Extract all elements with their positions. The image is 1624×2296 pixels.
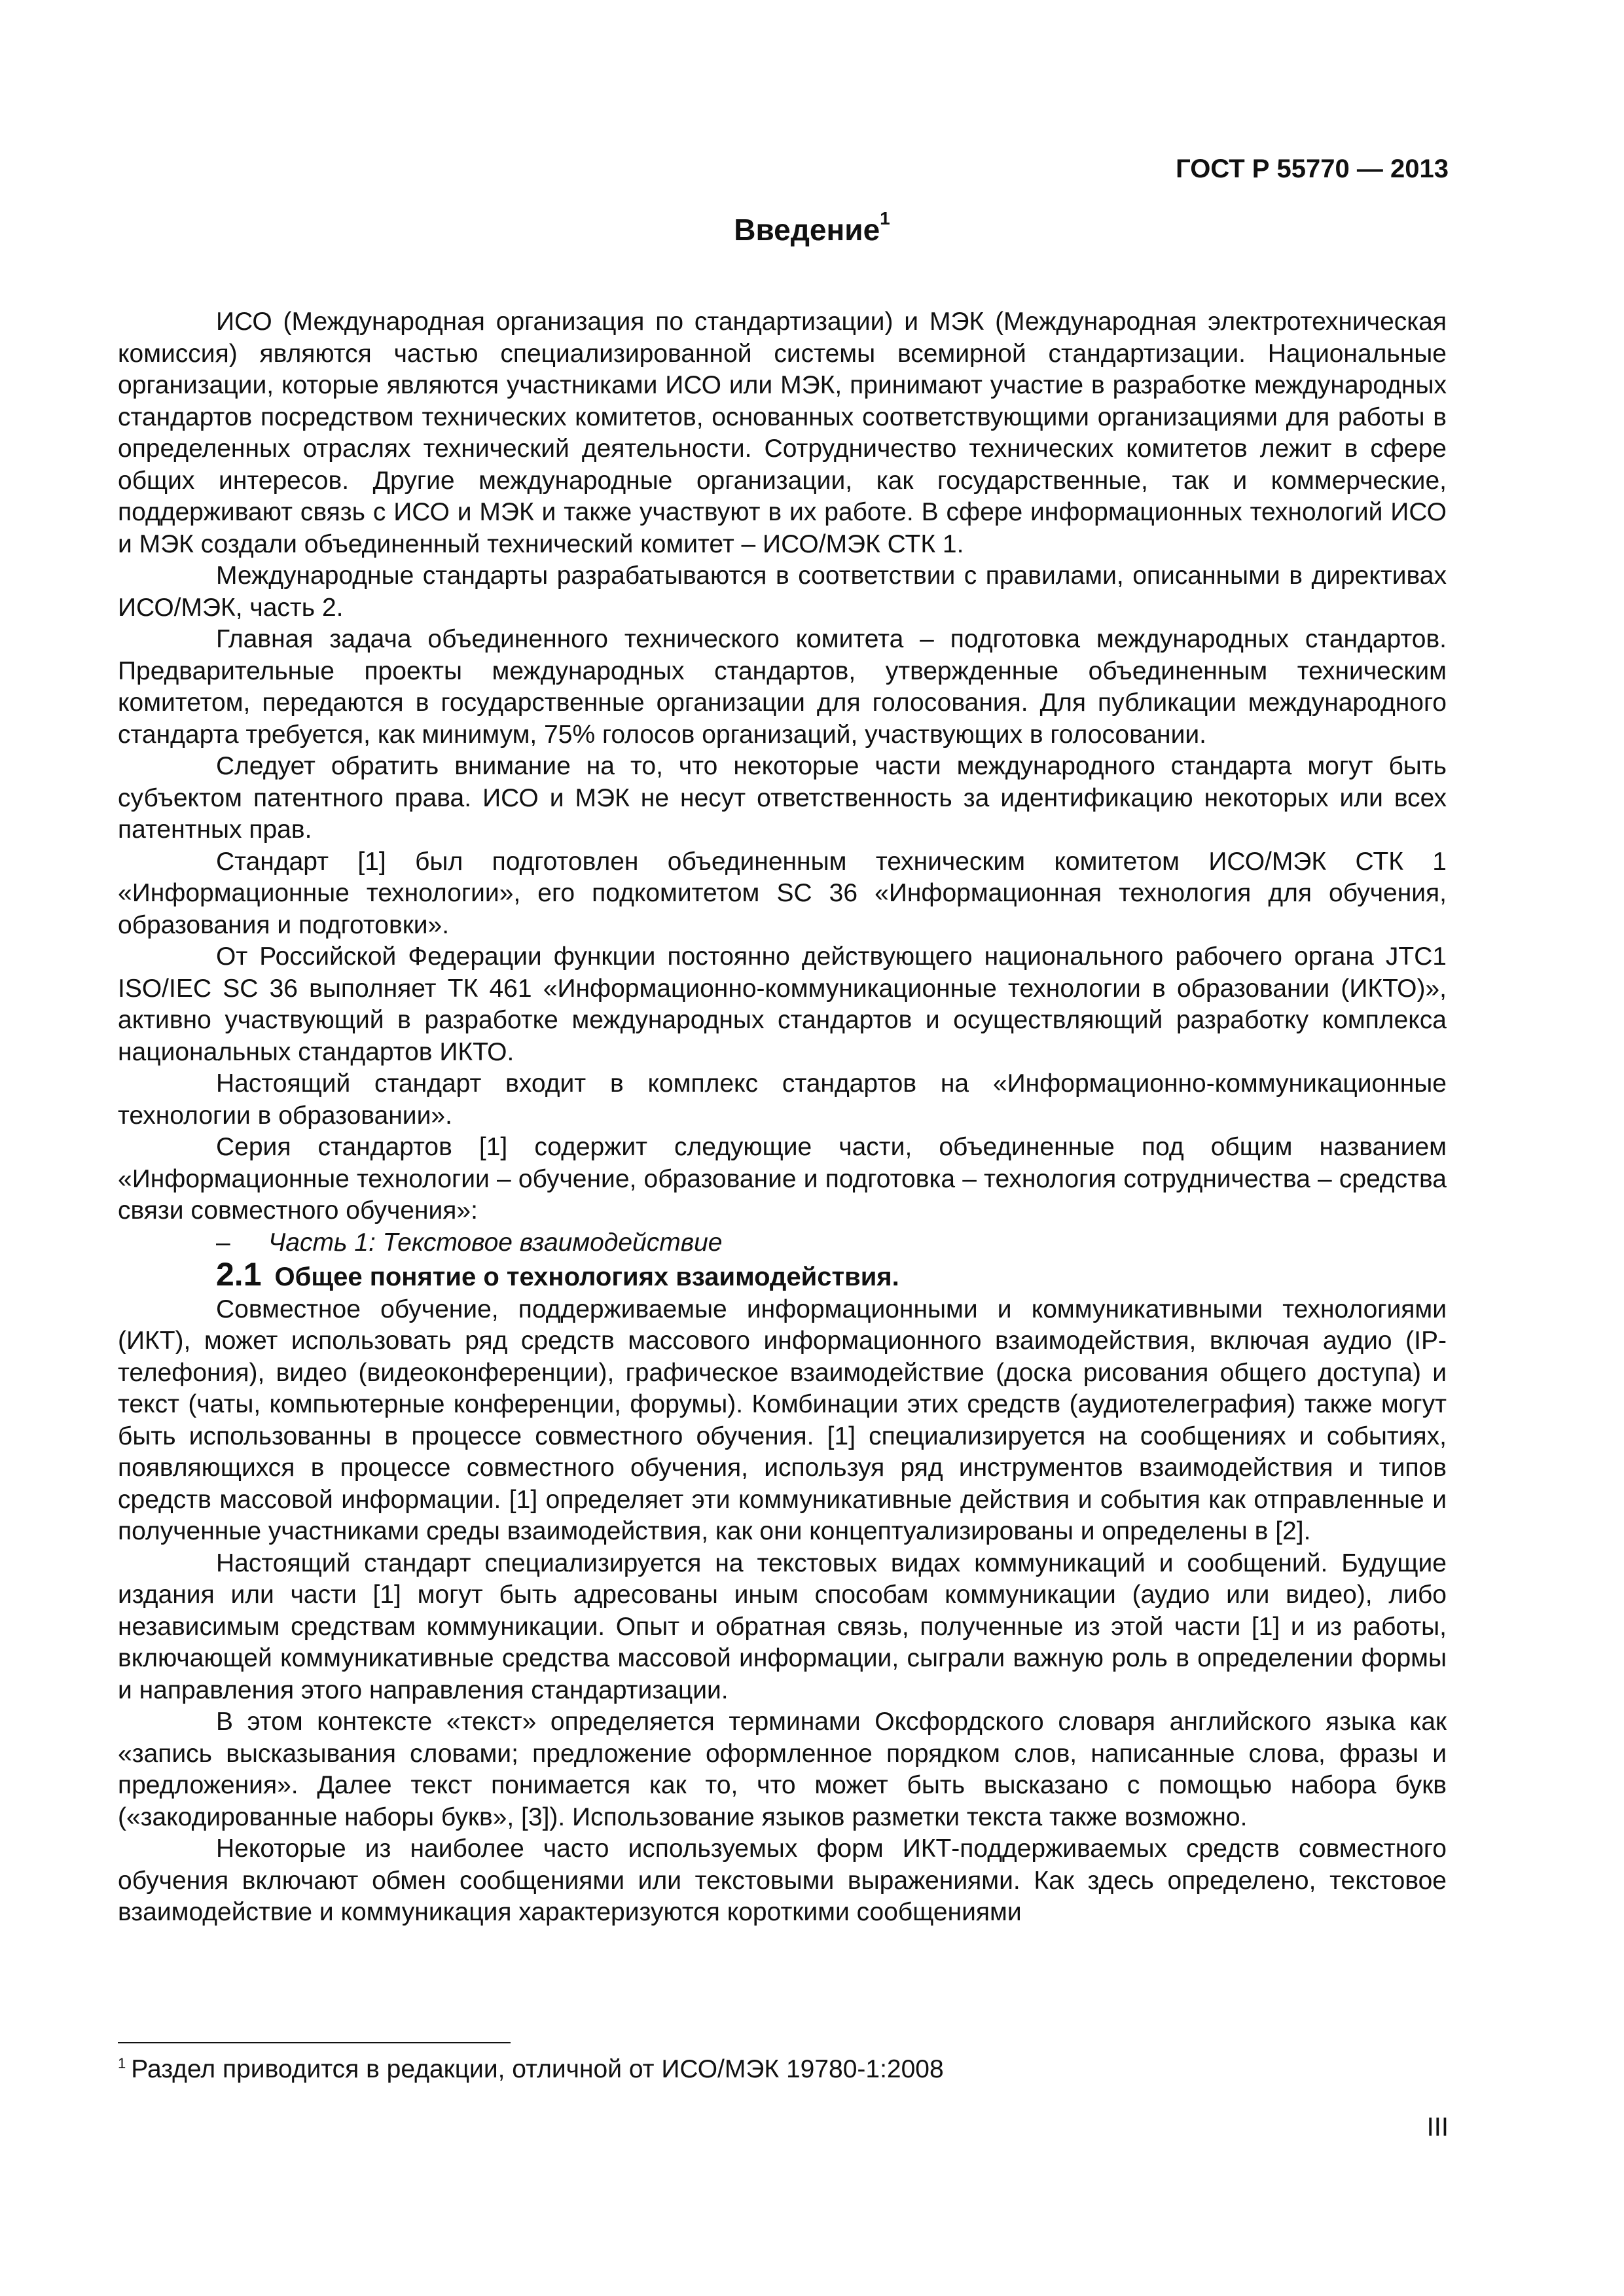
section-title: Общее понятие о технологиях взаимодействия. xyxy=(274,1263,899,1291)
paragraph: Настоящий стандарт специализируется на текстовых видах коммуникаций и сообщений. Будущие издания или части [1] могут быть адресованы иным способам коммуникации (аудио или видео), либо независимым средствам коммуникации. Опыт и обратная связь, полученные из этой части [1] и из работы, включающей коммуникативные средства массовой информации, сыграли важную роль в определении формы и направления этого направления стандартизации. xyxy=(118,1549,1447,1704)
list-item-text: Часть 1: Текстовое взаимодействие xyxy=(268,1228,723,1257)
paragraph: ИСО (Международная организация по стандартизации) и МЭК (Международная электротехническая комиссия) являются частью специализированной системы всемирной стандартизации. Национальные организации, которые являются участниками ИСО или МЭК, принимают участие в разработке международных стандартов посредством технических комитетов, основанных соответствующими организациями для работы в определенных отраслях технический деятельности. Сотрудничество технических комитетов лежит в сфере общих интересов. Другие международные организации, как государственные, так и коммерческие, поддерживают связь с ИСО и МЭК и также участвуют в их работе. В сфере информационных технологий ИСО и МЭК создали объединенный технический комитет – ИСО/МЭК СТК 1. xyxy=(118,308,1447,558)
footnote-text: Раздел приводится в редакции, отличной от ИСО/МЭК 19780-1:2008 xyxy=(131,2055,944,2083)
footnote-mark: 1 xyxy=(118,2055,126,2072)
paragraph: Совместное обучение, поддерживаемые информационными и коммуникативными технологиями (ИКТ), может использовать ряд средств массового информационного взаимодействия, включая аудио (IP-телефония), видео (видеоконференции), графическое взаимодействие (доска рисования общего доступа) и текст (чаты, компьютерные конференции, форумы). Комбинации этих средств (аудиотелеграфия) также могут быть использованны в процессе совместного обучения. [1] специализируется на сообщениях и событиях, появляющихся в процессе совместного обучения, используя ряд инструментов взаимодействия и типов средств массовой информации. [1] определяет эти коммуникативные действия и события как отправленные и полученные участниками среды взаимодействия, как они концептуализированы и определены в [2]. xyxy=(118,1295,1447,1545)
list-item xyxy=(118,1227,1447,1259)
page-title xyxy=(0,208,1624,247)
paragraph: От Российской Федерации функции постоянно действующего национального рабочего органа JTC1 ISO/IEC SC 36 выполняет ТК 461 «Информационно-коммуникационные технологии в образовании (ИКТО)», активно участвующий в разработке международных стандартов и осуществляющий разработку комплекса национальных стандартов ИКТО. xyxy=(118,942,1447,1066)
section-number: 2.1 xyxy=(216,1256,262,1293)
document-code: ГОСТ Р 55770 — 2013 xyxy=(1176,154,1449,183)
paragraph: Некоторые из наиболее часто используемых форм ИКТ-поддерживаемых средств совместного обучения включают обмен сообщениями или текстовыми выражениями. Как здесь определено, текстовое взаимодействие и коммуникация характеризуются короткими сообщениями xyxy=(118,1835,1447,1926)
paragraph: Настоящий стандарт входит в комплекс стандартов на «Информационно-коммуникационные технологии в образовании». xyxy=(118,1069,1447,1130)
list-dash: – xyxy=(216,1228,230,1257)
title-footnote-mark: 1 xyxy=(880,208,890,228)
paragraph: Международные стандарты разрабатываются в соответствии с правилами, описанными в директивах ИСО/МЭК, часть 2. xyxy=(118,562,1447,622)
title-text: Введение xyxy=(734,213,880,247)
page-number: III xyxy=(1426,2113,1449,2142)
paragraph: Стандарт [1] был подготовлен объединенным техническим комитетом ИСО/МЭК СТК 1 «Информационные технологии», его подкомитетом SC 36 «Информационная технология для обучения, образования и подготовки». xyxy=(118,847,1447,939)
section-heading xyxy=(118,1256,1447,1294)
paragraph: Серия стандартов [1] содержит следующие части, объединенные под общим названием «Информационные технологии – обучение, образование и подготовка – технология сотрудничества – средства связи совместного обучения»: xyxy=(118,1133,1447,1225)
paragraph: В этом контексте «текст» определяется терминами Оксфордского словаря английского языка как «запись высказывания словами; предложение оформленное порядком слов, написанные слова, фразы и предложения». Далее текст понимается как то, что может быть высказано с помощью набора букв («закодированные наборы букв», [3]). Использование языков разметки текста также возможно. xyxy=(118,1708,1447,1831)
body-text xyxy=(118,306,1447,1929)
footnote xyxy=(118,2055,944,2084)
footnote-divider xyxy=(118,2042,511,2043)
paragraph: Следует обратить внимание на то, что некоторые части международного стандарта могут быть субъектом патентного права. ИСО и МЭК не несут ответственность за идентификацию некоторых или всех патентных прав. xyxy=(118,752,1447,844)
paragraph: Главная задача объединенного технического комитета – подготовка международных стандартов. Предварительные проекты международных стандартов, утвержденные объединенным техническим комитетом, передаются в государственные организации для голосования. Для публикации международного стандарта требуется, как минимум, 75% голосов организаций, участвующих в голосовании. xyxy=(118,625,1447,749)
